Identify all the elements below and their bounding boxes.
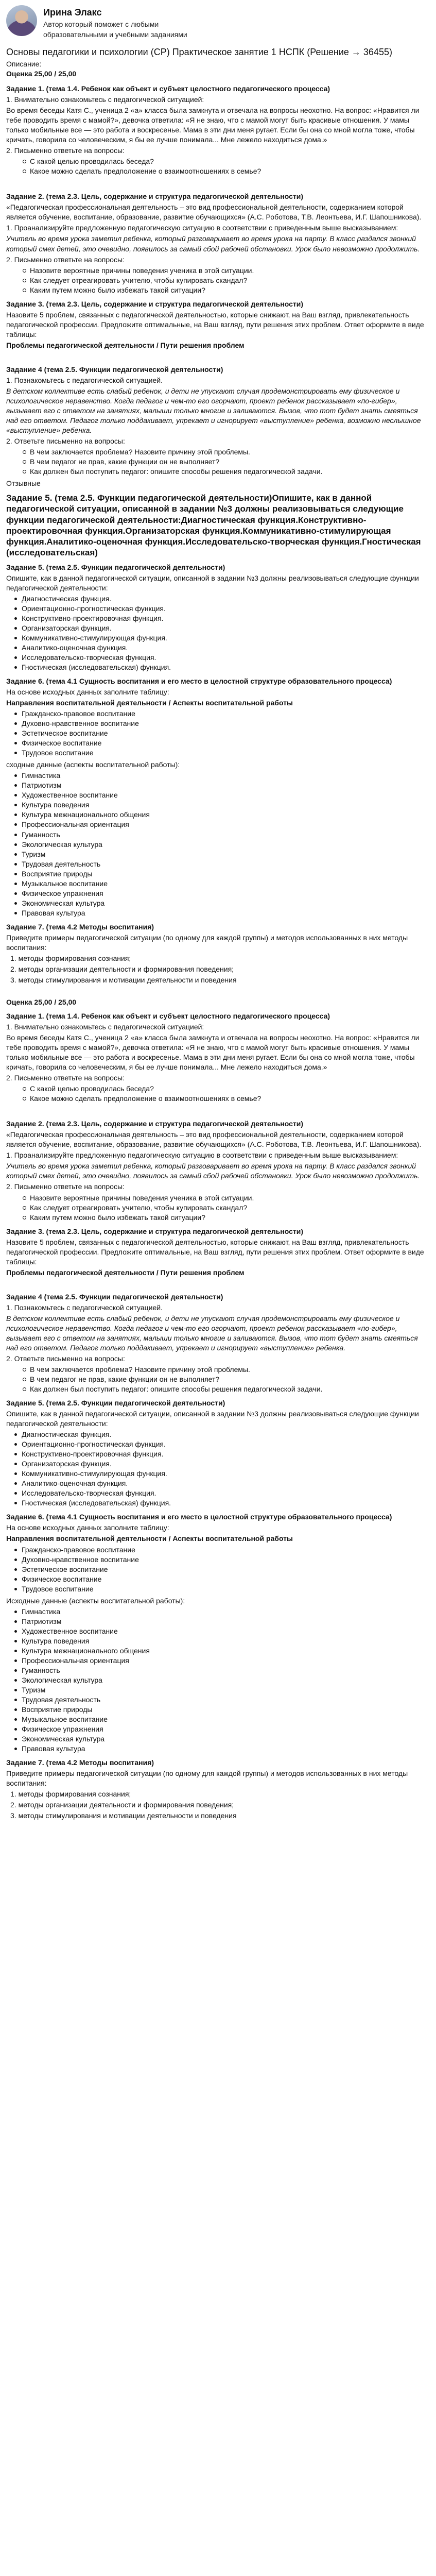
task-2-question-item: Каким путем можно было избежать такой ситуации?: [30, 1213, 427, 1223]
task-6-aspect-item: Гуманность: [22, 1666, 427, 1675]
task-6-direction-item: Трудовое воспитание: [22, 748, 427, 758]
task-1-text: 1. Внимательно ознакомьтесь с педагогической ситуацией:: [6, 95, 204, 104]
task-7-method: 3. методы стимулирования и мотивации деятельности и поведения: [10, 1811, 237, 1820]
task-7-text: Приведите примеры педагогической ситуации (по одному для каждой группы) и методов использованных в них методы воспитания:: [6, 933, 408, 952]
spacer: [6, 990, 427, 997]
task-4-question-item: Как должен был поступить педагог: опишите способы решения педагогической задачи.: [30, 1384, 427, 1394]
task-7-title: Задание 7. (тема 4.2 Методы воспитания): [6, 922, 154, 931]
task-4-question-list: [6, 447, 427, 477]
task-2-question-item: Назовите вероятные причины поведения ученика в этой ситуации.: [30, 1193, 427, 1203]
task-6-aspect-item: Культура межнационального общения: [22, 1646, 427, 1656]
task-2-title: Задание 2. (тема 2.3. Цель, содержание и структура педагогической деятельности): [6, 1120, 304, 1128]
task-2-question-list: [6, 1193, 427, 1223]
task-6-table-header: Направления воспитательной деятельности / Аспекты воспитательной работы: [6, 699, 293, 707]
task-4-text: 1. Познакомьтесь с педагогической ситуацией.: [6, 376, 163, 384]
section-score: Оценка 25,00 / 25,00: [6, 997, 77, 1006]
task-2-question-label: 2. Письменно ответьте на вопросы:: [6, 1182, 125, 1191]
task-1-text: 2. Письменно ответьте на вопросы:: [6, 146, 125, 155]
task-6-direction-item: Духовно-нравственное воспитание: [22, 719, 427, 728]
task-6-aspect-item: Патриотизм: [22, 1617, 427, 1626]
task-6-aspect-item: Экологическая культура: [22, 840, 427, 850]
spacer: [6, 178, 427, 188]
task-4-situation: В детском коллективе есть слабый ребенок, и дети не упускают случая продемонстрировать ему физическое и психологическое неравенство. Когда педагог и чем-то его огорчают, проект ребенок рассказывает «по-гибер», вызывает его с ответом на занятиях, малыши только многие и заливаются. Вызов, что тот будет знать смеяться над его ответом. Педагог только поддакивает, упрекает и игнорирует «выступление» ребенка.: [6, 1314, 418, 1352]
task-2-question-item: Как следует отреагировать учителю, чтобы купировать скандал?: [30, 1203, 427, 1213]
task-5-function-item: Ориентационно-прогностическая функция.: [22, 604, 427, 614]
task-4-question-item: Как должен был поступить педагог: опишите способы решения педагогической задачи.: [30, 467, 427, 477]
task-5-function-item: Исследовательско-творческая функция.: [22, 653, 427, 663]
author-name[interactable]: Ирина Элакс: [43, 7, 102, 18]
task-4-question-list: [6, 1365, 427, 1394]
task-6-aspect-item: Профессиональная ориентация: [22, 1656, 427, 1666]
task-3-text: Назовите 5 проблем, связанных с педагогической деятельностью, которые снижают, на Ваш взгляд, привлекательность педагогической профессии. Предложите оптимальные, на Ваш взгляд, пути решения этих проблем. Ответ оформите в виде таблицы:: [6, 1238, 424, 1266]
task-1-title: Задание 1. (тема 1.4. Ребенок как объект и субъект целостного педагогического процесса): [6, 1012, 330, 1020]
task-1-text: Во время беседы Катя С., ученица 2 «а» класса была замкнута и отвечала на вопросы неохотно. На вопрос: «Нравится ли тебе проводить время с мамой?», девочка ответила: «Я не знаю, что с мамой могут быть красивые отношения. У мамы только мобильные все — это работа и воскресенье. Мама в эти дни меня ругает. Если бы она со мной могла тоже, чтобы кричать, говорила со человеческим, я бы ее лучше понимала... Мне лежело находиться дома.»: [6, 106, 420, 144]
task-6-aspect-item: Художественное воспитание: [22, 1626, 427, 1636]
task-6-aspect-item: Гимнастика: [22, 1607, 427, 1617]
task-7-method: 2. методы организации деятельности и формирования поведения;: [10, 964, 234, 973]
task-4-question-label: 2. Ответьте письменно на вопросы:: [6, 437, 125, 446]
task-6-aspect-item: Патриотизм: [22, 781, 427, 790]
task-5-title: Задание 5. (тема 2.5. Функции педагогической деятельности): [6, 563, 225, 571]
task-6-aspect-item: Правовая культура: [22, 1744, 427, 1754]
task-3-table-header: Проблемы педагогической деятельности / Пути решения проблем: [6, 341, 245, 349]
task-2-question-list: [6, 266, 427, 295]
task-1-question-item: Какое можно сделать предположение о взаимоотношениях в семье?: [30, 166, 427, 176]
author-card: [6, 3, 427, 43]
task-6-direction-item: Гражданско-правовое воспитание: [22, 1545, 427, 1555]
task-5-function-item: Диагностическая функция.: [22, 1430, 427, 1439]
task-6-aspect-item: Гимнастика: [22, 771, 427, 781]
task-7-method: 1. методы формирования сознания;: [10, 954, 131, 962]
task-6-title: Задание 6. (тема 4.1 Сущность воспитания и его место в целостной структуре образовательного процесса): [6, 1513, 392, 1521]
task-6-text: На основе исходных данных заполните таблицу:: [6, 1523, 169, 1532]
task-5-function-item: Организаторская функция.: [22, 1459, 427, 1469]
task-6-direction-item: Физическое воспитание: [22, 1574, 427, 1584]
task-6-aspect-item: Художественное воспитание: [22, 790, 427, 800]
task-4-question-label: 2. Ответьте письменно на вопросы:: [6, 1354, 125, 1363]
task-5-function-item: Конструктивно-проектировочная функция.: [22, 1449, 427, 1459]
task-7-title: Задание 7. (тема 4.2 Методы воспитания): [6, 1758, 154, 1767]
task-5-function-item: Гностическая (исследовательская) функция.: [22, 1498, 427, 1508]
task-3-text: Назовите 5 проблем, связанных с педагогической деятельностью, которые снижают, на Ваш взгляд, привлекательность педагогической профессии. Предложите оптимальные, на Ваш взгляд, пути решения этих проблем. Ответ оформите в виде таблицы:: [6, 310, 424, 338]
task-5-title: Задание 5. (тема 2.5. Функции педагогической деятельности): [6, 1399, 225, 1408]
task-6-direction-item: Физическое воспитание: [22, 738, 427, 748]
task-6-table-header: Направления воспитательной деятельности / Аспекты воспитательной работы: [6, 1534, 293, 1543]
task-7-method: 1. методы формирования сознания;: [10, 1790, 131, 1799]
task-7-method: 3. методы стимулирования и мотивации деятельности и поведения: [10, 975, 237, 984]
task-2-question-label: 2. Письменно ответьте на вопросы:: [6, 255, 125, 264]
task-6-aspect-item: Физическое упражнения: [22, 1724, 427, 1734]
task-7-text: Приведите примеры педагогической ситуации (по одному для каждой группы) и методов использованных в них методы воспитания:: [6, 1769, 408, 1788]
task-6-aspect-item: Музыкальное воспитание: [22, 1715, 427, 1724]
task-5-text: Опишите, как в данной педагогической ситуации, описанной в задании №3 должны реализовываться следующие функции педагогической деятельности:: [6, 573, 419, 592]
task-1-text: Во время беседы Катя С., ученица 2 «а» класса была замкнута и отвечала на вопросы неохотно. На вопрос: «Нравится ли тебе проводить время с мамой?», девочка ответила: «Я не знаю, что с мамой могут быть красивые отношения. У мамы только мобильные все — это работа и воскресенье. Мама в эти дни меня ругает. Если бы она со мной могла тоже, чтобы кричать, говорила со человеческим, я бы ее лучше понимала... Мне лежело находиться дома.»: [6, 1033, 420, 1072]
task-1-text: 1. Внимательно ознакомьтесь с педагогической ситуацией:: [6, 1023, 204, 1031]
task-6-aspect-item: Гуманность: [22, 830, 427, 840]
task-3-title: Задание 3. (тема 2.3. Цель, содержание и структура педагогической деятельности): [6, 1227, 304, 1235]
task-1-question-item: С какой целью проводилась беседа?: [30, 1084, 427, 1094]
task-2-text: «Педагогическая профессиональная деятельность – это вид профессиональной деятельности, содержанием которой является обучение, воспитание, образование, развитие обучающихся» (А.С. Роботова, Т.В. Леонтьева, И.Г. Шапошникова).: [6, 203, 422, 222]
description-label: Описание:: [6, 60, 42, 68]
sections-container: [6, 84, 427, 1821]
document-title: Основы педагогики и психологии (СР) Практическое занятие 1 НСПК (Решение → 36455): [6, 46, 392, 57]
task-6-aspect-item: Правовая культура: [22, 908, 427, 918]
task-6-title: Задание 6. (тема 4.1 Сущность воспитания и его место в целостной структуре образовательного процесса): [6, 677, 392, 686]
task-3-title: Задание 3. (тема 2.3. Цель, содержание и структура педагогической деятельности): [6, 299, 304, 308]
task-6-aspect-list: [6, 1607, 427, 1754]
task-5-function-list: [6, 1430, 427, 1508]
task-6-aspect-item: Восприятие природы: [22, 869, 427, 879]
task-6-aspect-item: Культура межнационального общения: [22, 810, 427, 820]
task-5-function-item: Аналитико-оценочная функция.: [22, 1479, 427, 1488]
task-5-function-item: Коммуникативно-стимулирующая функция.: [22, 1469, 427, 1479]
task-6-aspect-item: Экономическая культура: [22, 1734, 427, 1744]
task-6-direction-item: Духовно-нравственное воспитание: [22, 1555, 427, 1565]
task-5-function-item: Исследовательско-творческая функция.: [22, 1488, 427, 1498]
task-6-aspect-item: Физическое упражнения: [22, 889, 427, 899]
task-6-aspect-item: Трудовая деятельность: [22, 859, 427, 869]
task-5-function-item: Организаторская функция.: [22, 623, 427, 633]
task-2-situation: Учитель во время урока заметил ребенка, который разговаривает во время урока на парту. В класс раздался звонкий который смех детей, это очевидно, появилось за самый сбой рабочей обстановки. Урок было невозможно продолжить.: [6, 234, 420, 253]
task-2-title: Задание 2. (тема 2.3. Цель, содержание и структура педагогической деятельности): [6, 192, 304, 201]
task-5-function-item: Гностическая (исследовательская) функция.: [22, 663, 427, 672]
task-6-direction-item: Эстетическое воспитание: [22, 1565, 427, 1574]
task-1-question-list: [6, 157, 427, 176]
task-6-aspects-label: сходные данные (аспекты воспитательной работы):: [6, 760, 180, 769]
task-1-question-list: [6, 1084, 427, 1104]
task-section: [6, 990, 427, 1821]
task-5-heading: Задание 5. (тема 2.5. Функции педагогической деятельности)Опишите, как в данной педагогической ситуации, описанной в задании №3 должны реализовываться следующие функции педагогической деятельности:Диагностическая функция.Конструктивно-проектировочная функция.Организаторская функция.Коммуникативно-стимулирующая функция.Аналитико-оценочная функция.Исследовательско-творческая функция.Гностическая (исследовательская): [6, 493, 421, 558]
task-6-aspect-item: Восприятие природы: [22, 1705, 427, 1715]
task-7-method: 2. методы организации деятельности и формирования поведения;: [10, 1801, 234, 1809]
spacer: [6, 351, 427, 361]
task-6-text: На основе исходных данных заполните таблицу:: [6, 688, 169, 697]
task-5-function-list: [6, 594, 427, 672]
task-4-title: Задание 4 (тема 2.5. Функции педагогической деятельности): [6, 1292, 223, 1301]
spacer: [6, 1106, 427, 1115]
task-1-text: 2. Письменно ответьте на вопросы:: [6, 1074, 125, 1082]
task-4-question-item: В чем заключается проблема? Назовите причину этой проблемы.: [30, 1365, 427, 1375]
task-4-situation: В детском коллективе есть слабый ребенок, и дети не упускают случая продемонстрировать ему физическое и психологическое неравенство. Когда педагог и чем-то его огорчают, проект ребенок рассказывает «по-гибер», вызывает его с ответом на занятиях, малыши только многие и заливаются. Вызов, что тот будет знать смеяться над его ответом. Педагог только поддакивает, упрекает и игнорирует «выступление» ребенка, возможно неслышное «выступление» ребенка.: [6, 386, 421, 434]
task-3-table-header: Проблемы педагогической деятельности / Пути решения проблем: [6, 1268, 245, 1277]
task-6-direction-list: [6, 1545, 427, 1594]
task-6-aspect-item: Музыкальное воспитание: [22, 879, 427, 889]
task-6-aspect-item: Туризм: [22, 850, 427, 859]
task-6-aspect-list: [6, 771, 427, 918]
task-4-question-item: В чем заключается проблема? Назовите причину этой проблемы.: [30, 447, 427, 457]
task-2-question-item: Назовите вероятные причины поведения ученика в этой ситуации.: [30, 266, 427, 276]
task-6-aspect-item: Туризм: [22, 1685, 427, 1695]
task-1-title: Задание 1. (тема 1.4. Ребенок как объект и субъект целостного педагогического процесса): [6, 84, 330, 93]
spacer: [6, 1279, 427, 1288]
task-5-text: Опишите, как в данной педагогической ситуации, описанной в задании №3 должны реализовываться следующие функции педагогической деятельности:: [6, 1410, 419, 1428]
task-4-question-item: В чем педагог не прав, какие функции он не выполняет?: [30, 457, 427, 467]
task-5-function-item: Конструктивно-проектировочная функция.: [22, 614, 427, 623]
task-4-question-item: В чем педагог не прав, какие функции он не выполняет?: [30, 1375, 427, 1384]
task-6-direction-item: Эстетическое воспитание: [22, 728, 427, 738]
task-2-question-item: Как следует отреагировать учителю, чтобы купировать скандал?: [30, 276, 427, 285]
task-4-text: 1. Познакомьтесь с педагогической ситуацией.: [6, 1303, 163, 1312]
task-6-aspect-item: Культура поведения: [22, 1636, 427, 1646]
task-5-function-item: Коммуникативно-стимулирующая функция.: [22, 633, 427, 643]
task-1-question-item: Какое можно сделать предположение о взаимоотношениях в семье?: [30, 1094, 427, 1104]
task-6-aspect-item: Трудовая деятельность: [22, 1695, 427, 1705]
task-6-aspect-item: Экологическая культура: [22, 1675, 427, 1685]
task-2-question-item: Каким путем можно было избежать такой ситуации?: [30, 285, 427, 295]
task-6-direction-item: Гражданско-правовое воспитание: [22, 709, 427, 719]
task-6-aspect-item: Культура поведения: [22, 800, 427, 810]
task-6-aspects-label: Исходные данные (аспекты воспитательной работы):: [6, 1596, 185, 1605]
author-info: [43, 5, 198, 40]
author-description: Автор который поможет с любыми образовательными и учебными заданиями: [43, 20, 187, 39]
task-2-situation: Учитель во время урока заметил ребенка, который разговаривает во время урока на парту. В класс раздался звонкий который смех детей, это очевидно, появилось за самый сбой рабочей обстановки. Урок было невозможно продолжить.: [6, 1162, 420, 1180]
task-1-question-item: С какой целью проводилась беседа?: [30, 157, 427, 166]
task-6-direction-item: Трудовое воспитание: [22, 1584, 427, 1594]
task-2-text: «Педагогическая профессиональная деятельность – это вид профессиональной деятельности, содержанием которой является обучение, воспитание, образование, развитие обучающихся» (А.С. Роботова, Т.В. Леонтьева, И.Г. Шапошникова).: [6, 1130, 422, 1149]
score-label: Оценка 25,00 / 25,00: [6, 70, 77, 78]
task-section: [6, 84, 427, 985]
task-4-answer: Отзывные: [6, 479, 41, 488]
task-6-aspect-item: Экономическая культура: [22, 899, 427, 908]
task-5-function-item: Ориентационно-прогностическая функция.: [22, 1439, 427, 1449]
task-6-direction-list: [6, 709, 427, 758]
task-5-function-item: Аналитико-оценочная функция.: [22, 643, 427, 653]
task-2-text: 1. Проанализируйте предложенную педагогическую ситуацию в соответствии с приведенным выше высказыванием:: [6, 1151, 398, 1160]
avatar[interactable]: [6, 5, 37, 36]
task-6-aspect-item: Профессиональная ориентация: [22, 820, 427, 829]
task-5-function-item: Диагностическая функция.: [22, 594, 427, 604]
task-2-text: 1. Проанализируйте предложенную педагогическую ситуацию в соответствии с приведенным выше высказыванием:: [6, 224, 398, 232]
task-4-title: Задание 4 (тема 2.5. Функции педагогической деятельности): [6, 365, 223, 374]
